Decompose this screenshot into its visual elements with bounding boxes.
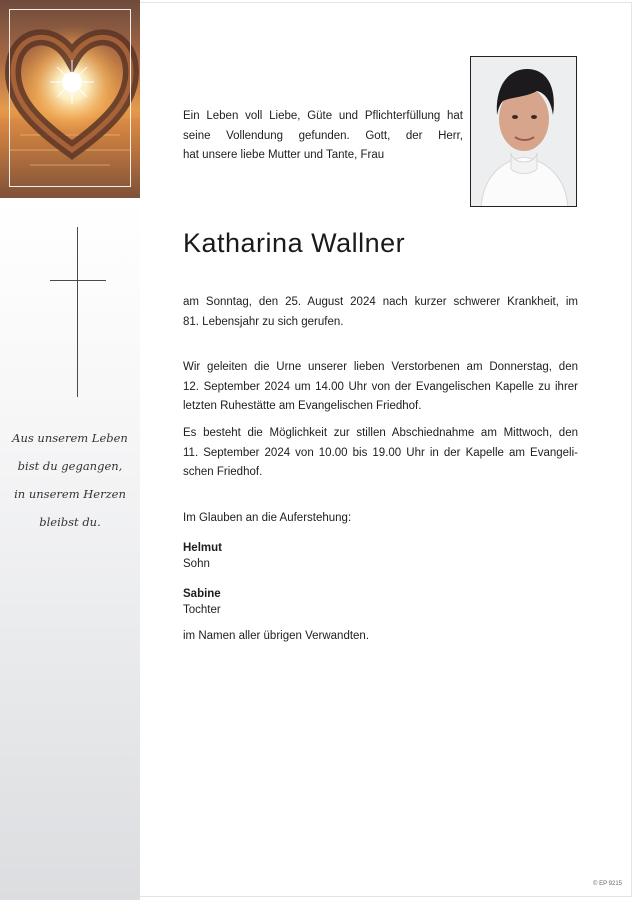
mourner-entry: [183, 586, 221, 618]
verse-line: bist du gegangen,: [17, 459, 123, 473]
photo-inner-frame: [9, 9, 131, 187]
funeral-line: Wir geleiten die Urne unserer lieben Verstorbenen am Donnerstag, den: [183, 361, 578, 373]
farewell-line: schen Friedhof.: [183, 466, 263, 478]
portrait-image: [471, 57, 577, 207]
intro-line: hat unsere liebe Mutter und Tante, Frau: [183, 149, 385, 161]
faith-line: Im Glauben an die Auferstehung:: [183, 512, 352, 524]
funeral-line: letzten Ruhestätte am Evangelischen Friedhof.: [183, 400, 422, 412]
closing-line: im Namen aller übrigen Verwandten.: [183, 630, 370, 642]
print-code: © EP 9215: [593, 881, 622, 887]
intro-paragraph: [183, 107, 463, 166]
verse-line: in unserem Herzen: [14, 487, 126, 501]
intro-line: seine Vollendung gefunden. Gott, der Herr,: [183, 129, 463, 142]
mourner-relation: Tochter: [183, 604, 221, 616]
mourner-name: Sabine: [183, 588, 221, 600]
farewell-paragraph: [183, 424, 578, 483]
funeral-paragraph: [183, 358, 578, 417]
announcement-line: am Sonntag, den 25. August 2024 nach kurzer schwerer Krankheit, im: [183, 296, 578, 308]
memorial-verse: [8, 424, 132, 536]
heart-hands-sunset-photo: [0, 0, 140, 198]
farewell-line: 11. September 2024 von 10.00 bis 19.00 Uhr in der Kapelle am Evangeli-: [183, 446, 578, 459]
verse-line: Aus unserem Leben: [12, 431, 128, 445]
cross-horizontal-bar: [50, 280, 106, 281]
intro-line: Ein Leben voll Liebe, Güte und Pflichterfüllung hat: [183, 110, 463, 122]
funeral-line: 12. September 2024 um 14.00 Uhr von der Evangelischen Kapelle zu ihrer: [183, 380, 578, 393]
sidebar-gradient-panel: [0, 198, 140, 900]
farewell-line: Es besteht die Möglichkeit zur stillen Abschiednahme am Mittwoch, den: [183, 427, 578, 439]
verse-line: bleibst du.: [39, 515, 101, 529]
deceased-name: Katharina Wallner: [183, 228, 406, 258]
mourner-relation: Sohn: [183, 558, 210, 570]
announcement-paragraph: [183, 293, 578, 332]
mourner-entry: [183, 540, 222, 572]
cross-vertical-bar: [77, 227, 78, 397]
deceased-portrait: [470, 56, 577, 207]
mourner-name: Helmut: [183, 542, 222, 554]
announcement-line: 81. Lebensjahr zu sich gerufen.: [183, 315, 344, 328]
